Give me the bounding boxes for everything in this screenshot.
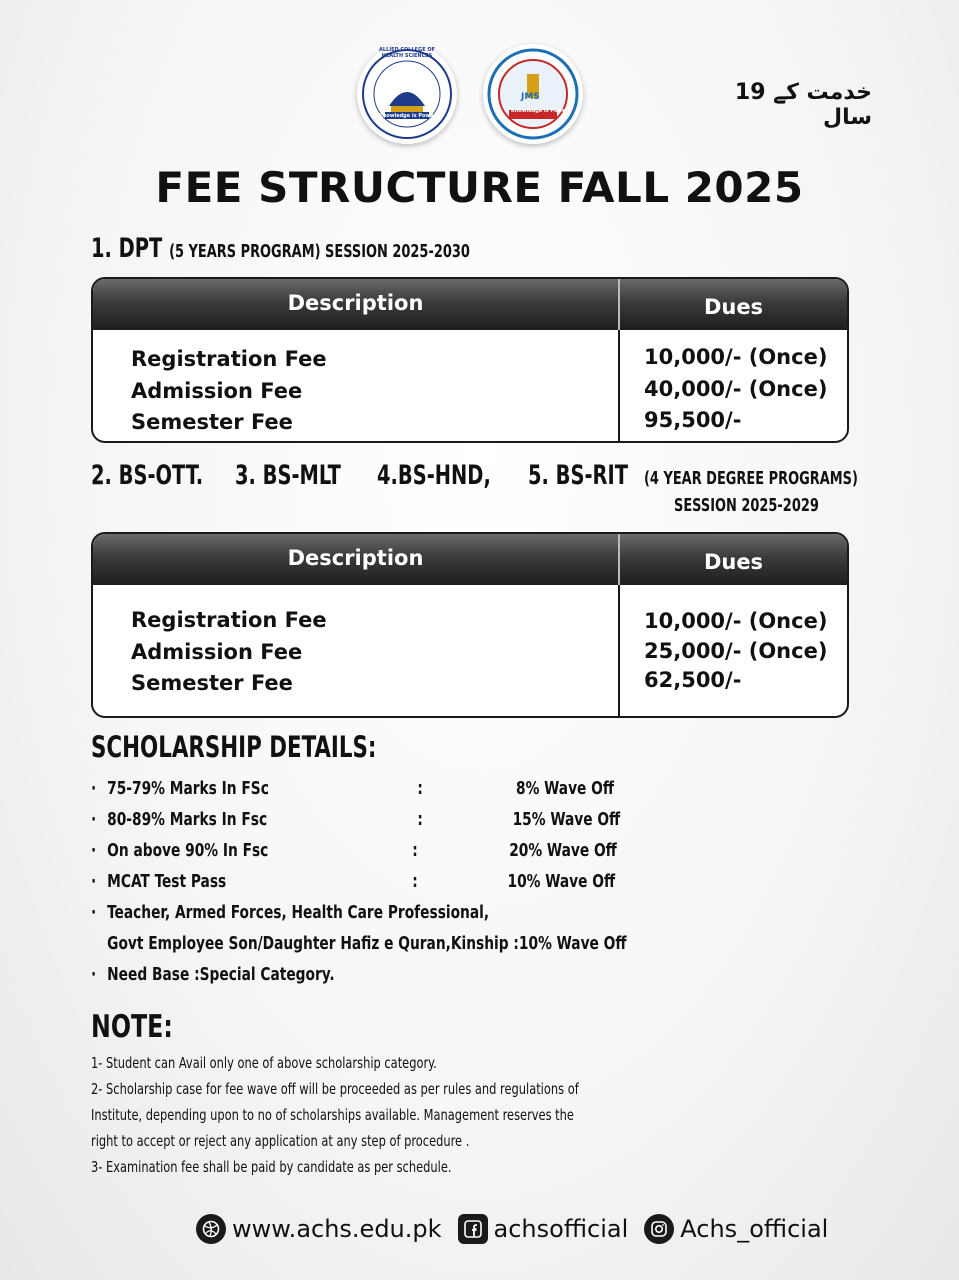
note-line: right to accept or reject any application at any step of procedure . <box>91 1132 470 1150</box>
section2-program-3: 4.BS-HND, <box>377 460 491 491</box>
fee-table-dpt <box>91 277 849 443</box>
jms-logo-motto: Knowledge is Power <box>511 108 568 114</box>
scholarship-colon: : <box>412 840 418 861</box>
scholarship-list <box>91 778 791 998</box>
scholarship-extra-line2: Govt Employee Son/Daughter Hafiz e Quran,Kinship :10% Wave Off <box>107 933 627 954</box>
jms-logo-text: JMS <box>521 92 540 102</box>
note-line: 1- Student can Avail only one of above scholarship category. <box>91 1054 437 1072</box>
bullet: · <box>91 778 97 799</box>
table-header <box>93 534 847 585</box>
scholarship-need-base: Need Base :Special Category. <box>107 964 335 985</box>
scholarship-colon: : <box>417 778 423 799</box>
footer <box>196 1214 844 1244</box>
achs-emblem-icon <box>361 48 453 140</box>
bullet: · <box>91 871 97 892</box>
scholarship-extra-line1: Teacher, Armed Forces, Health Care Professional, <box>107 902 490 923</box>
fee-values <box>618 585 847 716</box>
achs-logo <box>357 44 457 144</box>
table-body <box>93 330 847 441</box>
scholarship-label: 80-89% Marks In Fsc <box>107 809 268 830</box>
fee-value: 10,000/- (Once) <box>644 345 828 369</box>
fee-label: Registration Fee <box>131 347 327 371</box>
fee-value: 10,000/- (Once) <box>644 609 828 633</box>
fee-label: Admission Fee <box>131 639 303 664</box>
section1-heading <box>91 233 470 264</box>
urdu-tagline: خدمت کے 19 سال <box>734 80 872 130</box>
note-list <box>91 1054 731 1194</box>
section2-program-1: 2. BS-OTT. <box>91 460 204 491</box>
scholarship-value: 20% Wave Off <box>509 840 617 861</box>
globe-icon <box>196 1214 226 1244</box>
col-dues: Dues <box>618 534 847 585</box>
table-header <box>93 279 847 330</box>
section1-program: 1. DPT <box>91 233 163 264</box>
website-link[interactable]: www.achs.edu.pk <box>232 1215 442 1243</box>
scholarship-colon: : <box>417 809 423 830</box>
bullet: · <box>91 840 97 861</box>
bullet: · <box>91 902 97 923</box>
fee-label: Admission Fee <box>131 378 303 403</box>
col-description: Description <box>287 290 424 315</box>
scholarship-colon: : <box>412 871 418 892</box>
note-title: NOTE: <box>91 1009 173 1045</box>
instagram-link[interactable]: Achs_official <box>680 1215 829 1243</box>
scholarship-label: 75-79% Marks In FSc <box>107 778 269 799</box>
section1-session: (5 YEARS PROGRAM) SESSION 2025-2030 <box>169 241 470 262</box>
fee-label: Semester Fee <box>131 410 293 434</box>
col-description: Description <box>287 545 424 570</box>
col-dues: Dues <box>618 279 847 330</box>
scholarship-value: 8% Wave Off <box>516 778 615 799</box>
fee-values <box>618 330 847 441</box>
fee-table-bs <box>91 532 849 718</box>
fee-label: Semester Fee <box>131 671 293 695</box>
scholarship-value: 15% Wave Off <box>512 809 621 830</box>
fee-labels <box>93 330 618 441</box>
fee-labels <box>93 585 618 716</box>
fee-value: 40,000/- (Once) <box>644 376 828 401</box>
scholarship-label: On above 90% In Fsc <box>107 840 269 861</box>
achs-logo-text: ACHS <box>387 80 424 94</box>
note-line: 2- Scholarship case for fee wave off will be proceeded as per rules and regulations of <box>91 1080 579 1098</box>
section2-degree-note: (4 YEAR DEGREE PROGRAMS) <box>644 468 858 489</box>
section2-program-4: 5. BS-RIT <box>528 460 628 491</box>
jms-logo <box>483 44 583 144</box>
fee-label: Registration Fee <box>131 608 327 632</box>
scholarship-label: MCAT Test Pass <box>107 871 227 892</box>
bullet: · <box>91 809 97 830</box>
note-line: 3- Examination fee shall be paid by candidate as per schedule. <box>91 1158 452 1176</box>
achs-logo-ring: ALLIED COLLEGE OF HEALTH SCIENCES <box>378 47 436 59</box>
note-line: Institute, depending upon to no of scholarships available. Management reserves the <box>91 1106 574 1124</box>
bullet: · <box>91 964 97 985</box>
achs-logo-motto: Knowledge is Power <box>379 113 436 119</box>
fee-value: 25,000/- (Once) <box>644 638 828 663</box>
instagram-icon <box>644 1214 674 1244</box>
page-title: FEE STRUCTURE FALL 2025 <box>155 163 804 212</box>
facebook-link[interactable]: achsofficial <box>493 1215 629 1243</box>
facebook-icon <box>458 1214 488 1244</box>
scholarship-title: SCHOLARSHIP DETAILS: <box>91 730 377 764</box>
section2-program-2: 3. BS-MLT <box>235 460 341 491</box>
fee-value: 62,500/- <box>644 668 742 692</box>
section2-session: SESSION 2025-2029 <box>674 495 819 516</box>
fee-value: 95,500/- <box>644 408 742 432</box>
scholarship-value: 10% Wave Off <box>507 871 616 892</box>
table-body <box>93 585 847 716</box>
